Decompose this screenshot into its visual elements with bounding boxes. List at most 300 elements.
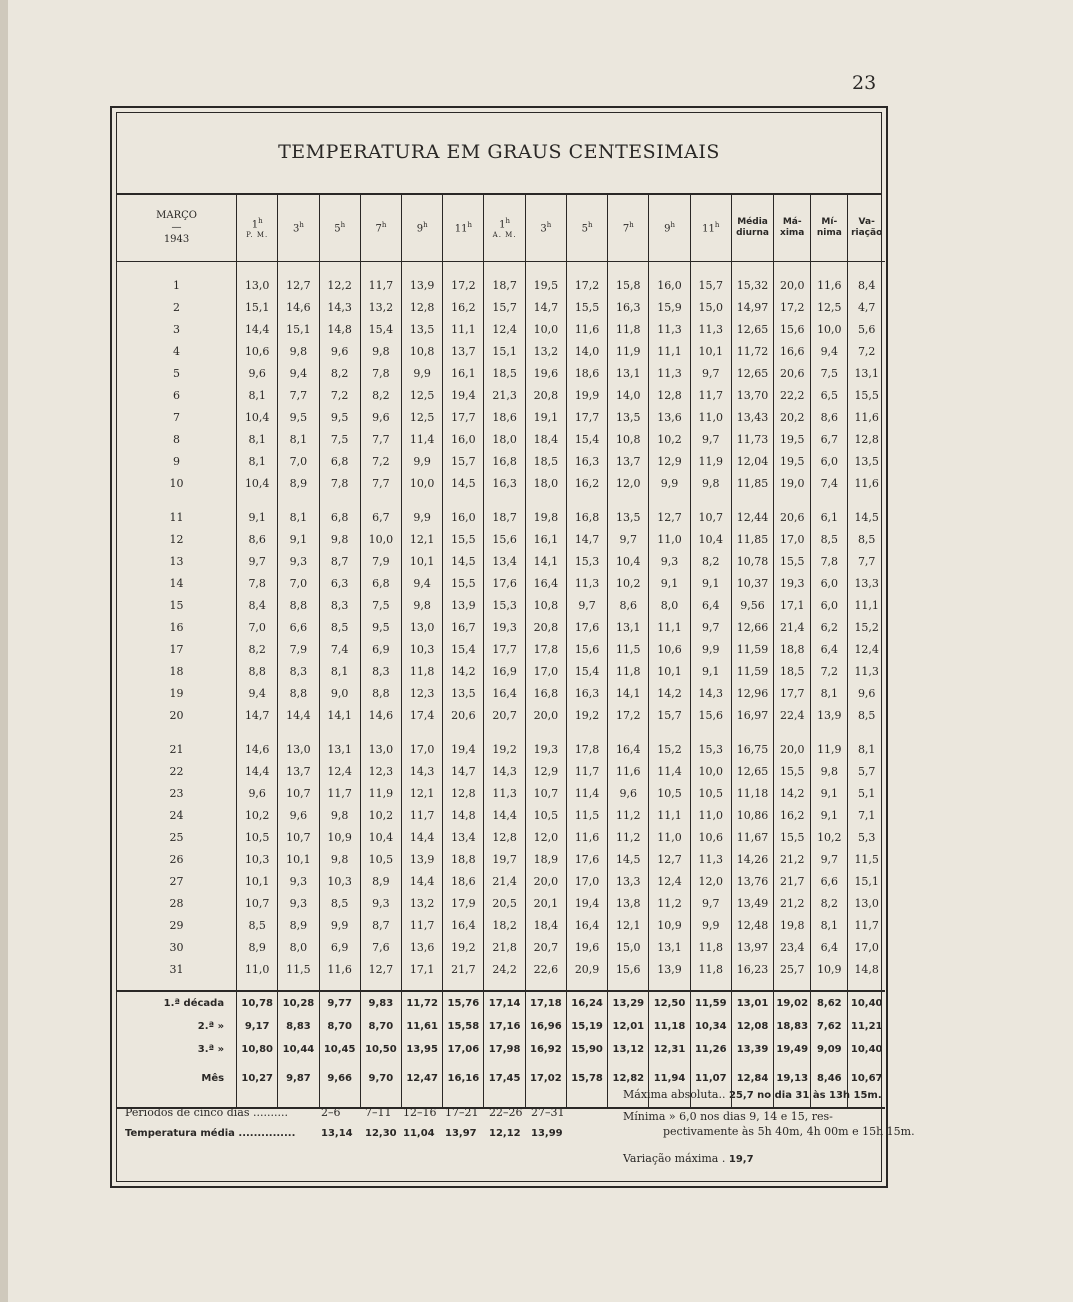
table-cell: 13,70 bbox=[731, 384, 773, 406]
table-row-label: 16 bbox=[169, 620, 184, 634]
table-cell: 8,1 bbox=[237, 428, 278, 450]
table-row-label: 13 bbox=[169, 554, 184, 568]
table-cell: 15,5 bbox=[848, 384, 885, 406]
summary-row bbox=[117, 991, 885, 1015]
table-cell: 19,8 bbox=[774, 914, 811, 936]
spacer-cell bbox=[774, 262, 811, 275]
table-cell: 18,2 bbox=[484, 914, 525, 936]
table-cell: 8,7 bbox=[319, 550, 360, 572]
spacer-cell bbox=[566, 726, 607, 738]
table-cell: 7,5 bbox=[811, 362, 848, 384]
header-hour-number: 5 bbox=[581, 223, 588, 235]
table-cell: 9,6 bbox=[319, 340, 360, 362]
temp-label: Temperatura média ............... bbox=[125, 1128, 296, 1139]
table-cell: 11,0 bbox=[690, 406, 731, 428]
table-cell: 6,0 bbox=[811, 594, 848, 616]
table-cell: 8,3 bbox=[360, 660, 401, 682]
header-stat-line2: nima bbox=[816, 228, 842, 238]
table-cell: 14,4 bbox=[402, 826, 443, 848]
table-cell: 10,8 bbox=[402, 340, 443, 362]
table-cell: 18,7 bbox=[484, 506, 525, 528]
table-cell: 12,65 bbox=[731, 318, 773, 340]
table-cell: 12,7 bbox=[278, 274, 319, 296]
table-cell: 16,4 bbox=[443, 914, 484, 936]
table-cell: 10,4 bbox=[237, 406, 278, 428]
table-cell: 12,7 bbox=[360, 958, 401, 980]
table-cell: 16,0 bbox=[443, 506, 484, 528]
header-hour-11 bbox=[649, 195, 690, 262]
table-cell: 10,4 bbox=[360, 826, 401, 848]
table-cell: 20,7 bbox=[525, 936, 566, 958]
table-cell: 15,32 bbox=[731, 274, 773, 296]
table-cell: 9,3 bbox=[360, 892, 401, 914]
table-cell: 20,6 bbox=[774, 362, 811, 384]
table-row bbox=[117, 340, 885, 362]
table-cell: 9,8 bbox=[360, 340, 401, 362]
table-cell: 15,19 bbox=[566, 1015, 607, 1038]
table-cell: 10,0 bbox=[525, 318, 566, 340]
header-hour-suffix: h bbox=[467, 220, 472, 229]
table-cell: 17,6 bbox=[484, 572, 525, 594]
table-cell: 6,2 bbox=[811, 616, 848, 638]
table-row bbox=[117, 848, 885, 870]
spacer-cell bbox=[319, 494, 360, 506]
table-cell: 14,8 bbox=[848, 958, 885, 980]
table-cell: 17,1 bbox=[402, 958, 443, 980]
table-cell: 16,75 bbox=[731, 738, 773, 760]
table-cell: 11,73 bbox=[731, 428, 773, 450]
table-cell: 10,9 bbox=[649, 914, 690, 936]
table-cell: 16,8 bbox=[566, 506, 607, 528]
max-abs-label: Máxima absoluta.. bbox=[623, 1088, 726, 1101]
table-cell: 9,9 bbox=[319, 914, 360, 936]
spacer-cell bbox=[566, 494, 607, 506]
var-value: 19,7 bbox=[728, 1154, 754, 1165]
table-cell: 11,21 bbox=[848, 1015, 885, 1038]
header-hour-suffix: h bbox=[299, 220, 304, 229]
table-cell: 11,3 bbox=[649, 318, 690, 340]
table-cell: 11,8 bbox=[690, 936, 731, 958]
table-cell: 8,1 bbox=[319, 660, 360, 682]
table-cell: 8,1 bbox=[278, 506, 319, 528]
table-cell: 17,0 bbox=[402, 738, 443, 760]
spacer-cell bbox=[690, 262, 731, 275]
table-cell: 9,3 bbox=[278, 870, 319, 892]
spacer-cell bbox=[848, 262, 885, 275]
table-cell: 11,6 bbox=[608, 760, 649, 782]
table-cell: 19,13 bbox=[774, 1061, 811, 1095]
table-row bbox=[117, 528, 885, 550]
table-cell: 8,8 bbox=[360, 682, 401, 704]
table-cell: 16,2 bbox=[443, 296, 484, 318]
table-cell: 14,5 bbox=[443, 550, 484, 572]
table-cell: 15,7 bbox=[690, 274, 731, 296]
table-cell: 19,5 bbox=[774, 450, 811, 472]
table-cell: 18,83 bbox=[774, 1015, 811, 1038]
spacer-cell bbox=[566, 980, 607, 991]
spacer-cell bbox=[649, 262, 690, 275]
table-cell: 11,4 bbox=[402, 428, 443, 450]
table-cell: 18,6 bbox=[443, 870, 484, 892]
header-hour-1 bbox=[237, 195, 278, 262]
table-cell: 6,0 bbox=[811, 450, 848, 472]
table-cell: 16,92 bbox=[525, 1038, 566, 1061]
table-cell: 12,3 bbox=[402, 682, 443, 704]
table-cell: 10,4 bbox=[608, 550, 649, 572]
table-cell: 20,7 bbox=[484, 704, 525, 726]
table-cell: 8,2 bbox=[360, 384, 401, 406]
table-cell: 11,67 bbox=[731, 826, 773, 848]
table-cell: 11,3 bbox=[848, 660, 885, 682]
spacer-cell bbox=[278, 980, 319, 991]
summary-row-label: Mês bbox=[201, 1072, 225, 1084]
spacer-cell bbox=[566, 262, 607, 275]
table-cell: 8,46 bbox=[811, 1061, 848, 1095]
table-cell: 8,1 bbox=[848, 738, 885, 760]
table-row bbox=[117, 450, 885, 472]
page-number: 23 bbox=[852, 72, 877, 94]
table-cell: 8,1 bbox=[237, 450, 278, 472]
table-cell: 10,0 bbox=[690, 760, 731, 782]
period-temp: 13,99 bbox=[531, 1128, 563, 1139]
table-cell: 17,18 bbox=[525, 991, 566, 1015]
table-cell: 8,8 bbox=[278, 594, 319, 616]
table-cell: 11,7 bbox=[848, 914, 885, 936]
spacer-cell bbox=[237, 262, 278, 275]
table-cell: 12,5 bbox=[811, 296, 848, 318]
table-cell: 15,0 bbox=[690, 296, 731, 318]
table-cell: 14,3 bbox=[402, 760, 443, 782]
table-cell: 16,0 bbox=[649, 274, 690, 296]
table-cell: 14,7 bbox=[237, 704, 278, 726]
table-row bbox=[117, 660, 885, 682]
min-value-cont: pectivamente às 5h 40m, 4h 00m e 15h 15m. bbox=[663, 1125, 915, 1138]
table-row-label: 18 bbox=[169, 664, 184, 678]
table-cell: 11,1 bbox=[649, 804, 690, 826]
table-row bbox=[117, 826, 885, 848]
table-cell: 10,3 bbox=[319, 870, 360, 892]
table-cell: 7,5 bbox=[360, 594, 401, 616]
table-cell: 21,4 bbox=[484, 870, 525, 892]
table-row-label: 22 bbox=[169, 764, 184, 778]
table-row bbox=[117, 384, 885, 406]
table-cell: 9,56 bbox=[731, 594, 773, 616]
table-cell: 9,3 bbox=[278, 550, 319, 572]
table-cell: 11,1 bbox=[848, 594, 885, 616]
table-cell: 8,1 bbox=[237, 384, 278, 406]
table-cell: 9,8 bbox=[319, 804, 360, 826]
table-cell: 21,4 bbox=[774, 616, 811, 638]
table-cell: 11,5 bbox=[566, 804, 607, 826]
spacer-cell bbox=[608, 262, 649, 275]
table-cell: 9,17 bbox=[237, 1015, 278, 1038]
table-cell: 11,6 bbox=[566, 826, 607, 848]
table-cell: 13,43 bbox=[731, 406, 773, 428]
table-row bbox=[117, 782, 885, 804]
table-cell: 14,4 bbox=[402, 870, 443, 892]
table-cell: 21,7 bbox=[443, 958, 484, 980]
table-cell: 7,1 bbox=[848, 804, 885, 826]
spacer-cell bbox=[443, 980, 484, 991]
table-cell: 21,2 bbox=[774, 848, 811, 870]
table-cell: 17,0 bbox=[525, 660, 566, 682]
table-cell: 14,8 bbox=[319, 318, 360, 340]
spacer-cell bbox=[690, 980, 731, 991]
min-value: 6,0 nos dias 9, 14 e 15, res- bbox=[679, 1110, 833, 1123]
table-row bbox=[117, 296, 885, 318]
table-row bbox=[117, 892, 885, 914]
table-cell: 9,7 bbox=[566, 594, 607, 616]
table-cell: 9,4 bbox=[278, 362, 319, 384]
table-cell: 12,08 bbox=[731, 1015, 773, 1038]
table-cell: 10,9 bbox=[811, 958, 848, 980]
table-cell: 15,9 bbox=[649, 296, 690, 318]
table-cell: 21,2 bbox=[774, 892, 811, 914]
table-cell: 10,5 bbox=[360, 848, 401, 870]
table-cell: 10,0 bbox=[402, 472, 443, 494]
table-frame bbox=[110, 106, 915, 1188]
table-cell: 19,4 bbox=[566, 892, 607, 914]
table-cell: 10,8 bbox=[525, 594, 566, 616]
table-row bbox=[117, 958, 885, 980]
table-cell: 16,7 bbox=[443, 616, 484, 638]
table-cell: 18,4 bbox=[525, 428, 566, 450]
table-cell: 9,8 bbox=[402, 594, 443, 616]
table-cell: 13,7 bbox=[608, 450, 649, 472]
table-cell: 11,7 bbox=[566, 760, 607, 782]
table-cell: 8,2 bbox=[319, 362, 360, 384]
table-cell: 17,9 bbox=[443, 892, 484, 914]
table-cell: 8,4 bbox=[237, 594, 278, 616]
table-row-label: 17 bbox=[169, 642, 184, 656]
table-cell: 14,4 bbox=[237, 318, 278, 340]
table-cell: 8,83 bbox=[278, 1015, 319, 1038]
table-cell: 15,1 bbox=[484, 340, 525, 362]
spacer-cell bbox=[608, 726, 649, 738]
table-cell: 11,18 bbox=[731, 782, 773, 804]
table-cell: 16,2 bbox=[566, 472, 607, 494]
table-cell: 10,6 bbox=[690, 826, 731, 848]
table-cell: 20,9 bbox=[566, 958, 607, 980]
table-cell: 5,6 bbox=[848, 318, 885, 340]
table-cell: 17,4 bbox=[402, 704, 443, 726]
table-cell: 11,07 bbox=[690, 1061, 731, 1095]
table-cell: 20,6 bbox=[443, 704, 484, 726]
header-hour-suffix: h bbox=[423, 220, 428, 229]
spacer-cell bbox=[731, 980, 773, 991]
table-cell: 11,7 bbox=[402, 804, 443, 826]
period-range: 2–6 bbox=[321, 1106, 341, 1119]
table-cell: 9,7 bbox=[690, 616, 731, 638]
table-cell: 17,7 bbox=[774, 682, 811, 704]
table-cell: 11,2 bbox=[608, 826, 649, 848]
table-cell: 11,72 bbox=[731, 340, 773, 362]
table-cell: 13,76 bbox=[731, 870, 773, 892]
spacer-row bbox=[117, 980, 885, 991]
table-cell: 12,65 bbox=[731, 362, 773, 384]
table-cell: 15,8 bbox=[608, 274, 649, 296]
header-hour-suffix: h bbox=[381, 220, 387, 229]
table-cell: 10,80 bbox=[237, 1038, 278, 1061]
table-cell: 13,6 bbox=[402, 936, 443, 958]
table-cell: 15,1 bbox=[848, 870, 885, 892]
table-cell: 15,76 bbox=[443, 991, 484, 1015]
spacer-cell bbox=[525, 726, 566, 738]
table-cell: 18,4 bbox=[525, 914, 566, 936]
table-cell: 16,3 bbox=[566, 450, 607, 472]
table-cell: 10,1 bbox=[237, 870, 278, 892]
table-cell: 14,0 bbox=[608, 384, 649, 406]
table-cell: 15,5 bbox=[774, 550, 811, 572]
table-cell: 9,3 bbox=[649, 550, 690, 572]
table-cell: 14,4 bbox=[278, 704, 319, 726]
table-cell: 14,1 bbox=[319, 704, 360, 726]
table-cell: 10,7 bbox=[525, 782, 566, 804]
table-cell: 8,5 bbox=[811, 528, 848, 550]
table-title: TEMPERATURA EM GRAUS CENTESIMAIS bbox=[278, 141, 720, 163]
table-row bbox=[117, 804, 885, 826]
table-cell: 19,6 bbox=[525, 362, 566, 384]
table-row-label: 3 bbox=[173, 322, 181, 336]
table-cell: 9,7 bbox=[690, 362, 731, 384]
table-cell: 20,8 bbox=[525, 616, 566, 638]
table-cell: 8,4 bbox=[848, 274, 885, 296]
spacer-cell bbox=[117, 494, 237, 506]
table-cell: 17,0 bbox=[774, 528, 811, 550]
spacer-row bbox=[117, 262, 885, 275]
spacer-cell bbox=[774, 726, 811, 738]
table-cell: 18,5 bbox=[525, 450, 566, 472]
table-cell: 11,7 bbox=[402, 914, 443, 936]
table-cell: 18,0 bbox=[484, 428, 525, 450]
spacer-cell bbox=[484, 262, 525, 275]
table-cell: 14,3 bbox=[319, 296, 360, 318]
table-cell: 16,8 bbox=[525, 682, 566, 704]
table-cell: 14,97 bbox=[731, 296, 773, 318]
table-cell: 12,8 bbox=[484, 826, 525, 848]
table-cell: 7,7 bbox=[360, 428, 401, 450]
table-cell: 25,7 bbox=[774, 958, 811, 980]
header-hour-number: 3 bbox=[292, 223, 300, 235]
table-row-label: 29 bbox=[169, 918, 184, 932]
table-cell: 6,4 bbox=[811, 638, 848, 660]
table-row-label: 19 bbox=[169, 686, 184, 700]
table-cell: 14,1 bbox=[525, 550, 566, 572]
table-cell: 17,7 bbox=[443, 406, 484, 428]
table-row bbox=[117, 704, 885, 726]
table-cell: 19,0 bbox=[774, 472, 811, 494]
table-cell: 13,4 bbox=[443, 826, 484, 848]
header-stat-line2: xima bbox=[780, 228, 805, 238]
table-cell: 5,3 bbox=[848, 826, 885, 848]
table-cell: 12,0 bbox=[690, 870, 731, 892]
table-cell: 11,0 bbox=[237, 958, 278, 980]
table-cell: 11,3 bbox=[484, 782, 525, 804]
header-stat-3 bbox=[811, 195, 848, 262]
table-cell: 10,5 bbox=[237, 826, 278, 848]
table-cell: 11,9 bbox=[690, 450, 731, 472]
table-cell: 19,4 bbox=[443, 384, 484, 406]
header-hour-8 bbox=[525, 195, 566, 262]
table-cell: 13,0 bbox=[278, 738, 319, 760]
table-cell: 20,1 bbox=[525, 892, 566, 914]
table-cell: 15,0 bbox=[608, 936, 649, 958]
table-cell: 15,6 bbox=[608, 958, 649, 980]
table-body bbox=[117, 262, 885, 1109]
table-cell: 11,0 bbox=[649, 826, 690, 848]
table-cell: 12,4 bbox=[649, 870, 690, 892]
header-hour-2 bbox=[278, 195, 319, 262]
table-cell: 16,4 bbox=[525, 572, 566, 594]
table-cell: 22,2 bbox=[774, 384, 811, 406]
table-cell: 11,94 bbox=[649, 1061, 690, 1095]
table-row-label: 23 bbox=[169, 786, 184, 800]
table-cell: 11,0 bbox=[690, 804, 731, 826]
table-cell: 10,1 bbox=[649, 660, 690, 682]
table-cell: 17,2 bbox=[443, 274, 484, 296]
table-cell: 14,3 bbox=[690, 682, 731, 704]
table-cell: 21,3 bbox=[484, 384, 525, 406]
spacer-cell bbox=[731, 726, 773, 738]
table-cell: 13,7 bbox=[443, 340, 484, 362]
table-cell: 14,2 bbox=[649, 682, 690, 704]
table-cell: 10,0 bbox=[811, 318, 848, 340]
table-cell: 9,1 bbox=[690, 572, 731, 594]
table-cell: 10,3 bbox=[237, 848, 278, 870]
table-cell: 19,6 bbox=[566, 936, 607, 958]
table-cell: 8,70 bbox=[319, 1015, 360, 1038]
table-cell: 17,6 bbox=[566, 848, 607, 870]
table-cell: 14,0 bbox=[566, 340, 607, 362]
table-cell: 11,3 bbox=[690, 848, 731, 870]
spacer-cell bbox=[811, 494, 848, 506]
header-hour-suffix: h bbox=[714, 220, 720, 229]
table-cell: 7,9 bbox=[360, 550, 401, 572]
table-cell: 19,5 bbox=[525, 274, 566, 296]
table-cell: 15,5 bbox=[774, 826, 811, 848]
spacer-cell bbox=[278, 726, 319, 738]
table-cell: 12,7 bbox=[649, 848, 690, 870]
header-hour-period: A. M. bbox=[492, 230, 517, 239]
spacer-cell bbox=[484, 726, 525, 738]
table-row bbox=[117, 738, 885, 760]
table-cell: 8,8 bbox=[237, 660, 278, 682]
table-cell: 15,2 bbox=[848, 616, 885, 638]
spacer-row bbox=[117, 494, 885, 506]
table-cell: 15,78 bbox=[566, 1061, 607, 1095]
table-cell: 16,96 bbox=[525, 1015, 566, 1038]
header-hour-suffix: h bbox=[629, 220, 634, 229]
table-row bbox=[117, 274, 885, 296]
table-cell: 9,8 bbox=[690, 472, 731, 494]
table-row bbox=[117, 594, 885, 616]
table-cell: 10,27 bbox=[237, 1061, 278, 1095]
header-hour-number: 11 bbox=[702, 223, 715, 235]
table-cell: 10,50 bbox=[360, 1038, 401, 1061]
table-cell: 17,0 bbox=[566, 870, 607, 892]
table-cell: 18,6 bbox=[484, 406, 525, 428]
table-cell: 20,0 bbox=[525, 870, 566, 892]
table-cell: 17,14 bbox=[484, 991, 525, 1015]
header-stat-line1: Va- bbox=[858, 217, 875, 228]
table-cell: 11,59 bbox=[690, 991, 731, 1015]
table-cell: 18,5 bbox=[774, 660, 811, 682]
header-hour-number: 11 bbox=[454, 223, 468, 235]
table-cell: 9,6 bbox=[360, 406, 401, 428]
header-period bbox=[117, 195, 237, 262]
summary-row bbox=[117, 1015, 885, 1038]
table-cell: 13,9 bbox=[402, 848, 443, 870]
